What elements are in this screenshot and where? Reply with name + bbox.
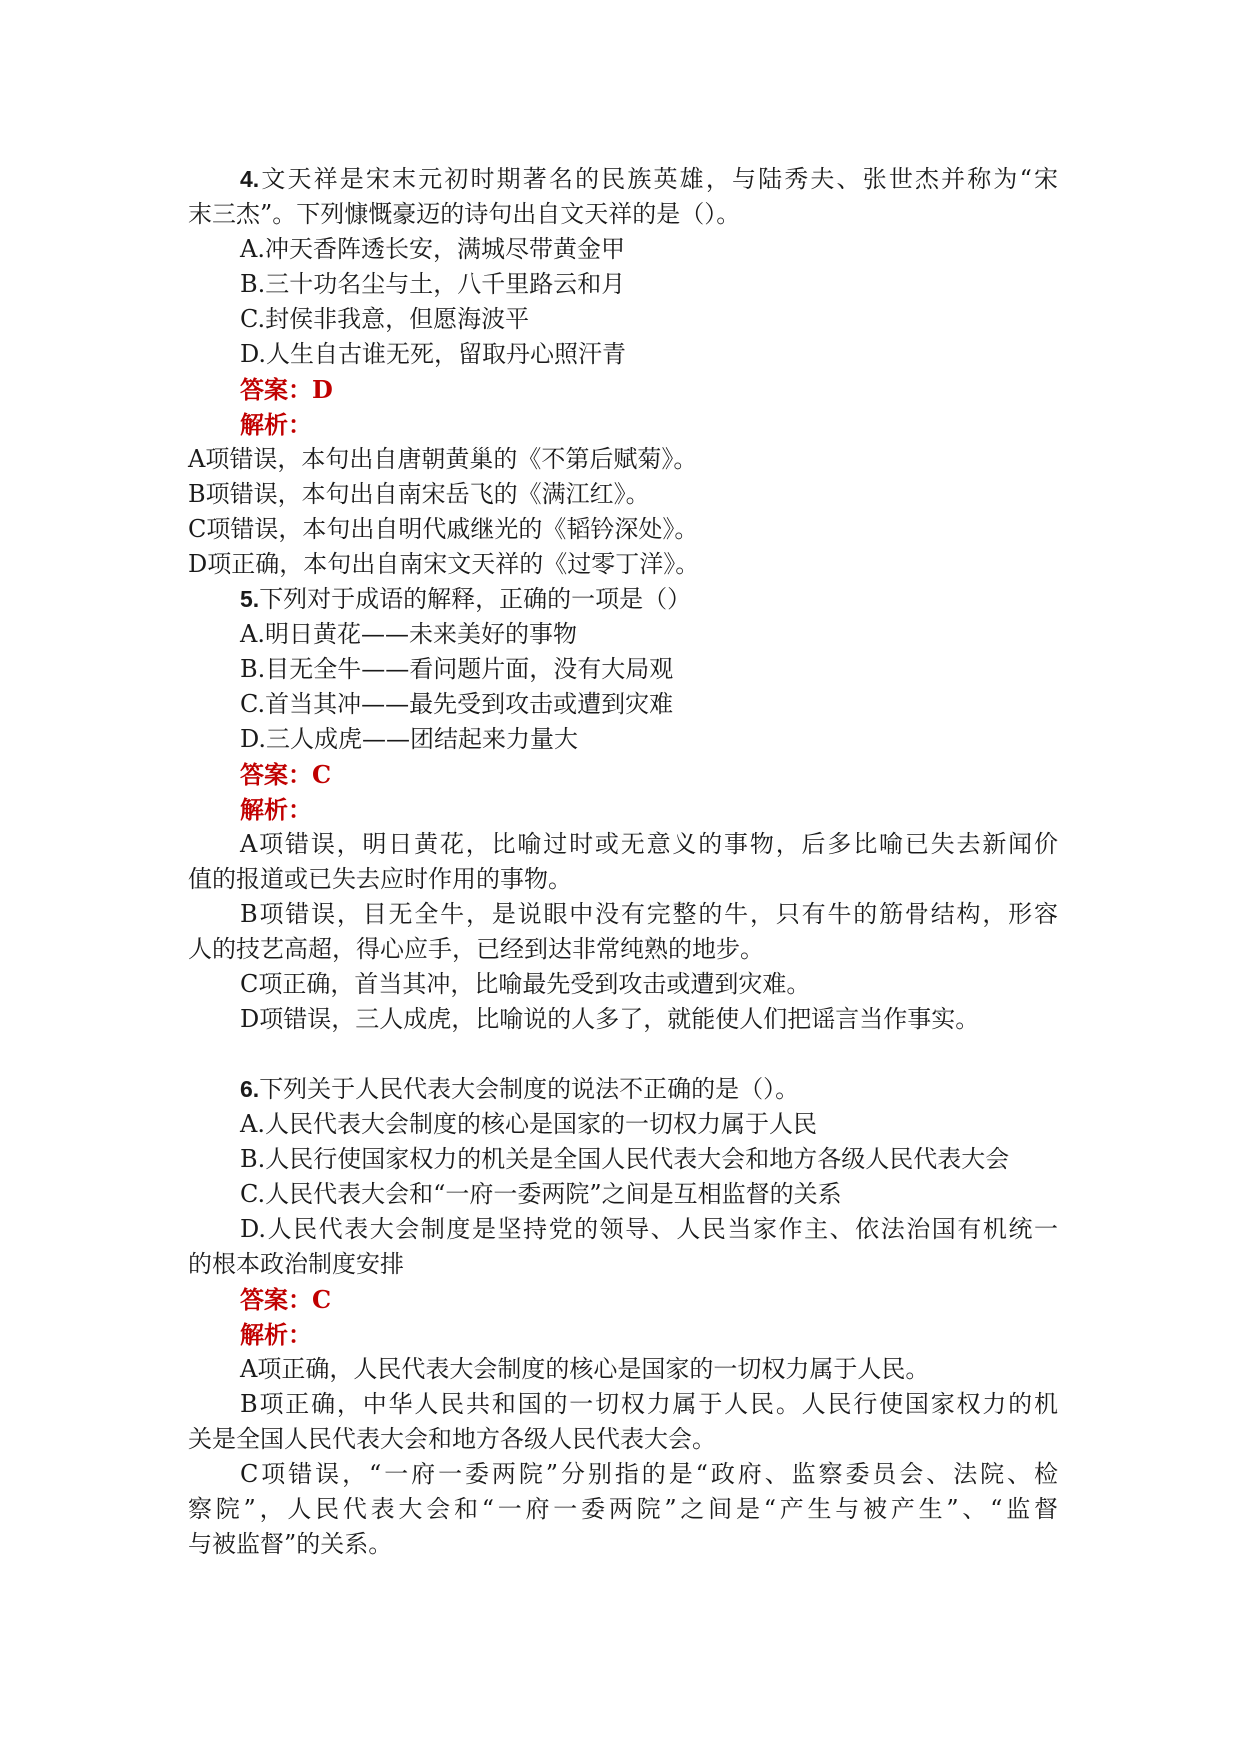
question-stem: 5.下列对于成语的解释，正确的一项是（） xyxy=(240,585,692,613)
question-stem: 6.下列关于人民代表大会制度的说法不正确的是（）。 xyxy=(240,1075,800,1103)
option-d: D.三人成虎——团结起来力量大 xyxy=(240,725,579,753)
answer-label: 答案：C xyxy=(240,760,332,789)
option-b: B.目无全牛——看问题片面，没有大局观 xyxy=(240,655,674,683)
option-c: C.首当其冲——最先受到攻击或遭到灾难 xyxy=(240,690,674,718)
analysis-line: B项正确，中华人民共和国的一切权力属于人民。人民行使国家权力的机 xyxy=(240,1390,1058,1418)
analysis-line: C项错误，本句出自明代戚继光的《韬钤深处》。 xyxy=(188,515,699,543)
analysis-line: 值的报道或已失去应时作用的事物。 xyxy=(188,865,572,893)
analysis-line: C项错误，“一府一委两院”分别指的是“政府、监察委员会、法院、检 xyxy=(240,1460,1058,1488)
analysis-label: 解析： xyxy=(240,410,312,439)
option-a: A.人民代表大会制度的核心是国家的一切权力属于人民 xyxy=(240,1110,817,1138)
analysis-line: D项错误，三人成虎，比喻说的人多了，就能使人们把谣言当作事实。 xyxy=(240,1005,980,1033)
question-stem-continued: 末三杰”。下列慷慨豪迈的诗句出自文天祥的是（）。 xyxy=(188,200,741,228)
question-number: 4. xyxy=(240,166,260,192)
answer-label: 答案：D xyxy=(240,375,333,404)
option-d-continued: 的根本政治制度安排 xyxy=(188,1250,404,1278)
analysis-line: 察院”，人民代表大会和“一府一委两院”之间是“产生与被产生”、“监督 xyxy=(188,1495,1058,1523)
section-spacer xyxy=(188,1037,1058,1072)
option-d: D.人生自古谁无死，留取丹心照汗青 xyxy=(240,340,627,368)
analysis-label: 解析： xyxy=(240,1320,312,1349)
option-c: C.封侯非我意，但愿海波平 xyxy=(240,305,530,333)
question-4 xyxy=(188,162,1058,582)
option-b: B.人民行使国家权力的机关是全国人民代表大会和地方各级人民代表大会 xyxy=(240,1145,1010,1173)
option-a: A.冲天香阵透长安，满城尽带黄金甲 xyxy=(240,235,625,263)
option-c: C.人民代表大会和“一府一委两院”之间是互相监督的关系 xyxy=(240,1180,842,1208)
analysis-line: A项正确，人民代表大会制度的核心是国家的一切权力属于人民。 xyxy=(240,1355,930,1383)
document-page xyxy=(188,162,1058,1562)
question-number: 6. xyxy=(240,1076,260,1102)
option-b: B.三十功名尘与土，八千里路云和月 xyxy=(240,270,626,298)
question-5 xyxy=(188,582,1058,1037)
option-a: A.明日黄花——未来美好的事物 xyxy=(240,620,577,648)
analysis-line: 关是全国人民代表大会和地方各级人民代表大会。 xyxy=(188,1425,716,1453)
analysis-line: C项正确，首当其冲，比喻最先受到攻击或遭到灾难。 xyxy=(240,970,811,998)
question-number: 5. xyxy=(240,586,260,612)
analysis-line: 人的技艺高超，得心应手，已经到达非常纯熟的地步。 xyxy=(188,935,764,963)
analysis-line: B项错误，本句出自南宋岳飞的《满江红》。 xyxy=(188,480,650,508)
analysis-line: A项错误，本句出自唐朝黄巢的《不第后赋菊》。 xyxy=(188,445,698,473)
analysis-line: 与被监督”的关系。 xyxy=(188,1530,393,1558)
question-stem: 4.文天祥是宋末元初时期著名的民族英雄，与陆秀夫、张世杰并称为“宋 xyxy=(240,165,1058,193)
analysis-label: 解析： xyxy=(240,795,312,824)
question-6 xyxy=(188,1072,1058,1562)
analysis-line: D项正确，本句出自南宋文天祥的《过零丁洋》。 xyxy=(188,550,700,578)
analysis-line: B项错误，目无全牛，是说眼中没有完整的牛，只有牛的筋骨结构，形容 xyxy=(240,900,1058,928)
option-d: D.人民代表大会制度是坚持党的领导、人民当家作主、依法治国有机统一 xyxy=(240,1215,1058,1243)
answer-label: 答案：C xyxy=(240,1285,332,1314)
analysis-line: A项错误，明日黄花，比喻过时或无意义的事物，后多比喻已失去新闻价 xyxy=(240,830,1058,858)
